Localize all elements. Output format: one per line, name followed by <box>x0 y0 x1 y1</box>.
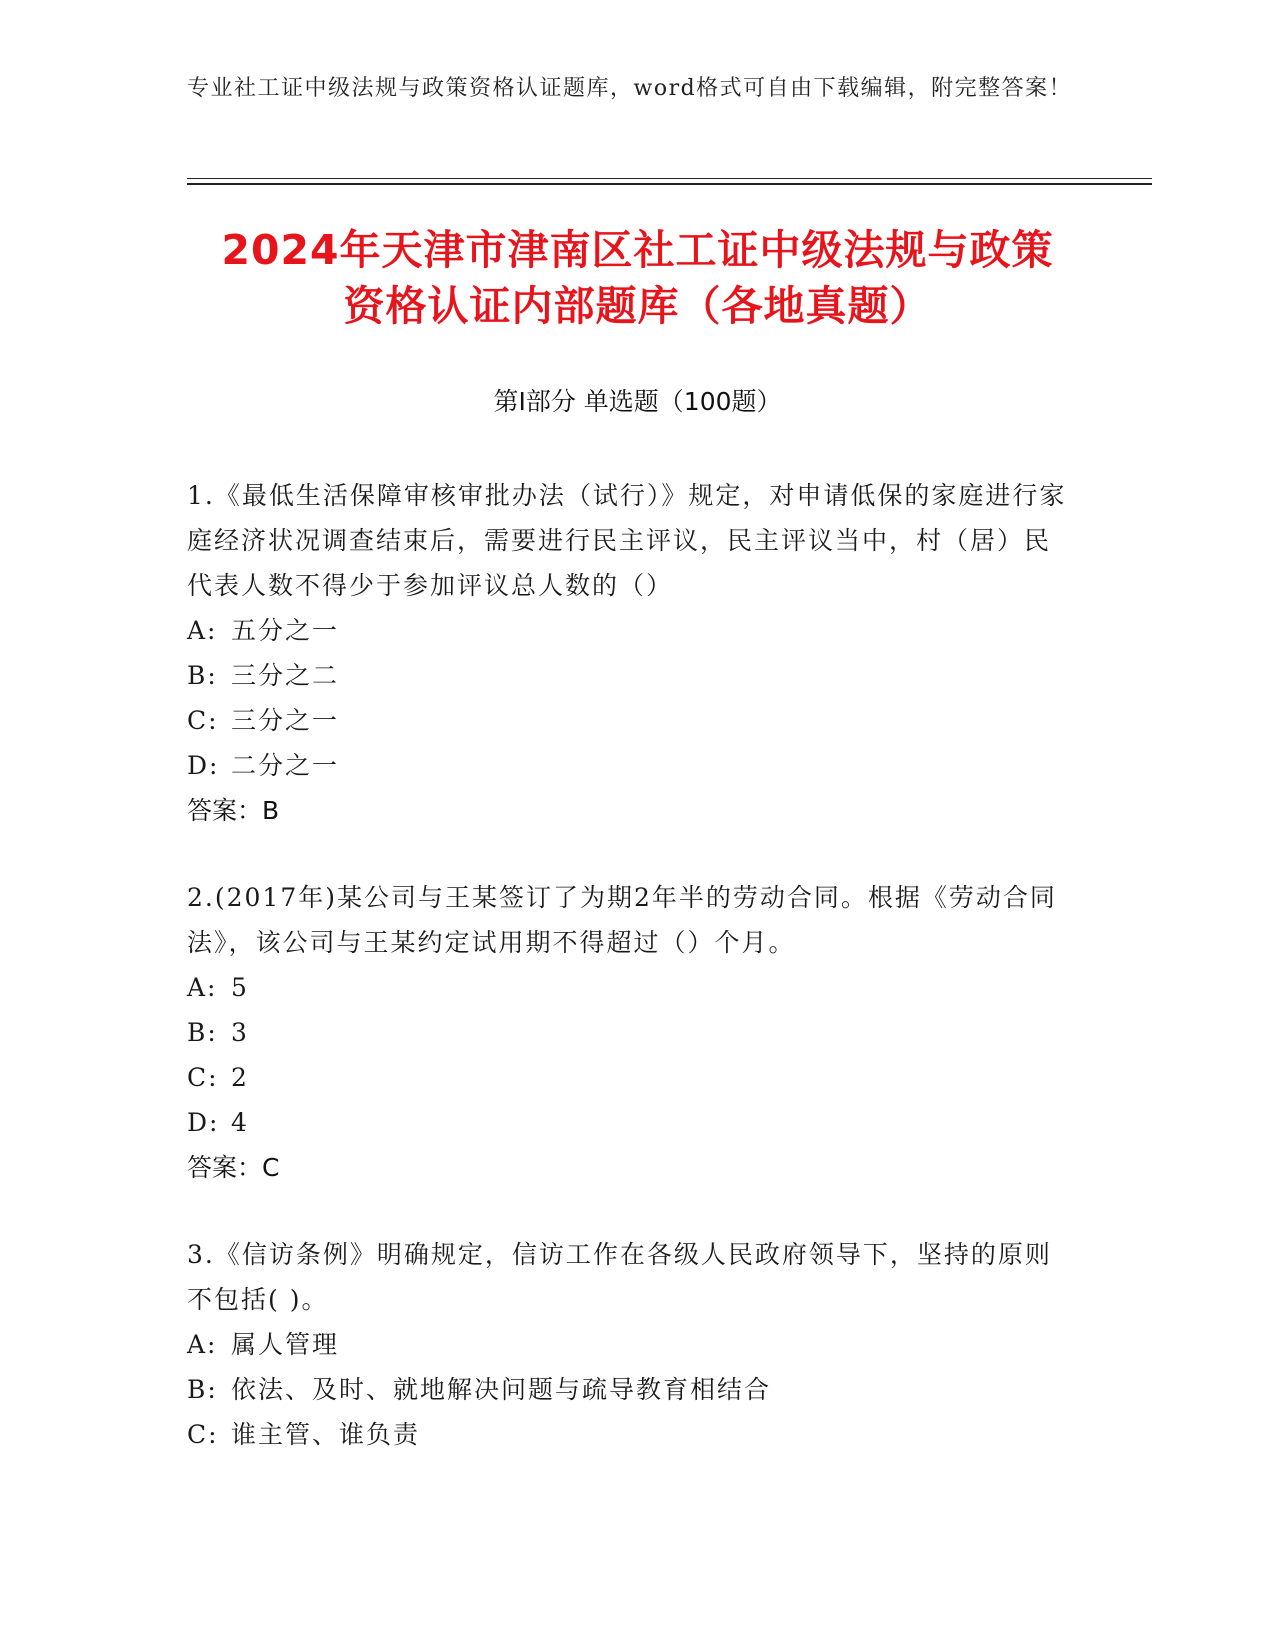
option-text: 属人管理 <box>231 1330 340 1359</box>
option-key: B: <box>187 1018 218 1047</box>
option-key: C: <box>187 1063 219 1092</box>
question-1 <box>187 473 1067 833</box>
answer-line <box>187 788 1067 833</box>
question-stem: 2.(2017年)某公司与王某签订了为期2年半的劳动合同。根据《劳动合同法》，该公司与王某约定试用期不得超过（）个月。 <box>187 883 1057 957</box>
header-divider-thick <box>187 183 1152 185</box>
option-d <box>187 743 1067 788</box>
answer-label: 答案： <box>187 1153 263 1182</box>
option-text: 3 <box>231 1018 249 1047</box>
option-text: 二分之一 <box>231 751 340 780</box>
option-b <box>187 653 1067 698</box>
option-c <box>187 1055 1067 1100</box>
document-title-line-2: 资格认证内部题库（各地真题） <box>343 282 932 330</box>
option-a <box>187 965 1067 1010</box>
answer-label: 答案： <box>187 796 263 825</box>
document-title-line-1: 2024年天津市津南区社工证中级法规与政策 <box>221 226 1054 274</box>
option-c <box>187 1412 1067 1457</box>
option-text: 三分之二 <box>231 661 340 690</box>
option-key: D: <box>187 1108 220 1137</box>
option-a <box>187 608 1067 653</box>
option-text: 依法、及时、就地解决问题与疏导教育相结合 <box>231 1375 772 1404</box>
option-text: 三分之一 <box>231 706 340 735</box>
option-key: D: <box>187 751 220 780</box>
option-key: A: <box>187 616 218 645</box>
question-2 <box>187 875 1067 1190</box>
option-c <box>187 698 1067 743</box>
option-d <box>187 1100 1067 1145</box>
header-note: 专业社工证中级法规与政策资格认证题库，word格式可自由下载编辑，附完整答案！ <box>187 76 1073 101</box>
question-stem: 1.《最低生活保障审核审批办法（试行）》规定，对申请低保的家庭进行家庭经济状况调查结束后，需要进行民主评议，民主评议当中，村（居）民代表人数不得少于参加评议总人数的（） <box>187 481 1067 600</box>
section-title: 第I部分 单选题（100题） <box>493 387 782 416</box>
option-b <box>187 1010 1067 1055</box>
option-key: C: <box>187 1420 219 1449</box>
question-list <box>187 473 1067 1499</box>
option-text: 4 <box>231 1108 249 1137</box>
option-key: B: <box>187 661 218 690</box>
option-text: 谁主管、谁负责 <box>231 1420 421 1449</box>
header-divider-thin <box>187 178 1152 179</box>
answer-value: C <box>262 1153 280 1182</box>
option-b <box>187 1367 1067 1412</box>
question-3 <box>187 1232 1067 1457</box>
document-title <box>150 222 1125 334</box>
option-key: B: <box>187 1375 218 1404</box>
option-text: 5 <box>231 973 249 1002</box>
option-text: 五分之一 <box>231 616 340 645</box>
answer-value: B <box>262 796 280 825</box>
option-key: A: <box>187 973 218 1002</box>
option-key: C: <box>187 706 219 735</box>
answer-line <box>187 1145 1067 1190</box>
option-text: 2 <box>231 1063 249 1092</box>
option-key: A: <box>187 1330 218 1359</box>
option-a <box>187 1322 1067 1367</box>
question-stem: 3.《信访条例》明确规定，信访工作在各级人民政府领导下，坚持的原则不包括( )。 <box>187 1240 1052 1314</box>
